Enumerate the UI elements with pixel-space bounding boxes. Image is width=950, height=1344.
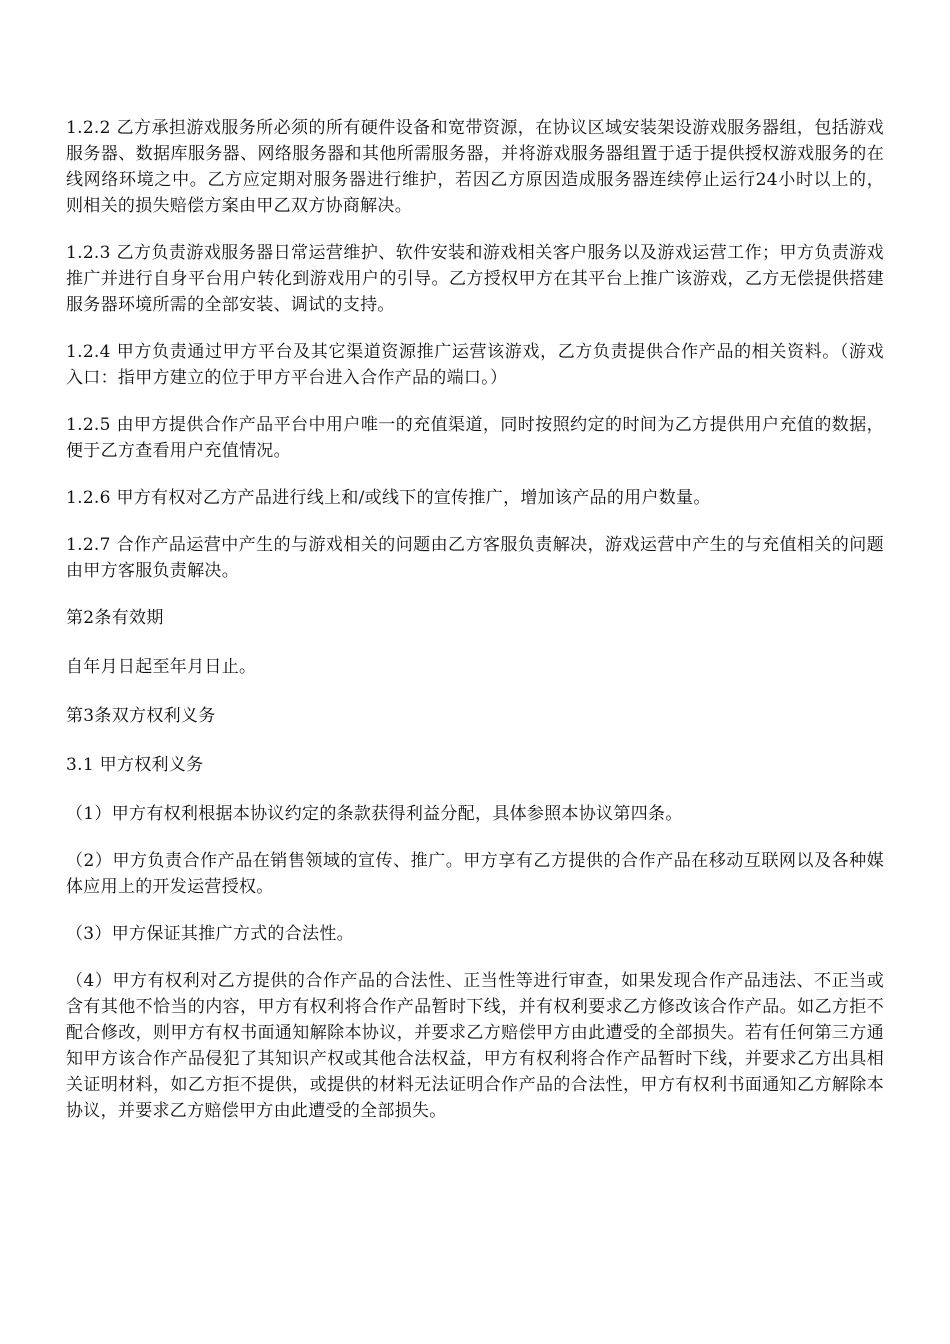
- clause-1-2-5: 1.2.5 由甲方提供合作产品平台中用户唯一的充值渠道，同时按照约定的时间为乙方提供用户充值的数据，便于乙方查看用户充值情况。: [66, 415, 884, 461]
- validity-period-text: 自年月日起至年月日止。: [66, 657, 257, 677]
- article-2-heading: 第2条有效期: [66, 608, 164, 628]
- clause-1-2-4: 1.2.4 甲方负责通过甲方平台及其它渠道资源推广运营该游戏，乙方负责提供合作产品的相关资料。（游戏入口：指甲方建立的位于甲方平台进入合作产品的端口。）: [66, 342, 884, 388]
- clause-1-2-3: 1.2.3 乙方负责游戏服务器日常运营维护、软件安装和游戏相关客户服务以及游戏运营工作；甲方负责游戏推广并进行自身平台用户转化到游戏用户的引导。乙方授权甲方在其平台上推广该游戏，乙方无偿提供搭建服务器环境所需的全部安装、调试的支持。: [66, 243, 884, 315]
- clause-1-2-2: 1.2.2 乙方承担游戏服务所必须的所有硬件设备和宽带资源，在协议区域安装架设游戏服务器组，包括游戏服务器、数据库服务器、网络服务器和其他所需服务器，并将游戏服务器组置于适于提供授权游戏服务的在线网络环境之中。乙方应定期对服务器进行维护，若因乙方原因造成服务器连续停止运行24小时以上的，则相关的损失赔偿方案由甲乙双方协商解决。: [66, 118, 884, 216]
- clause-1-2-6: 1.2.6 甲方有权对乙方产品进行线上和/或线下的宣传推广，增加该产品的用户数量。: [66, 488, 711, 508]
- obligation-item-2: （2）甲方负责合作产品在销售领域的宣传、推广。甲方享有乙方提供的合作产品在移动互联网以及各种媒体应用上的开发运营授权。: [66, 851, 884, 897]
- obligation-item-3: （3）甲方保证其推广方式的合法性。: [66, 924, 354, 944]
- document-body: [66, 115, 884, 1145]
- section-3-1-heading: 3.1 甲方权利义务: [66, 755, 204, 775]
- obligation-item-4: （4）甲方有权利对乙方提供的合作产品的合法性、正当性等进行审查，如果发现合作产品违法、不正当或含有其他不恰当的内容，甲方有权利将合作产品暂时下线，并有权利要求乙方修改该合作产品。如乙方拒不配合修改，则甲方有权书面通知解除本协议，并要求乙方赔偿甲方由此遭受的全部损失。若有任何第三方通知甲方该合作产品侵犯了其知识产权或其他合法权益，甲方有权利将合作产品暂时下线，并要求乙方出具相关证明材料，如乙方拒不提供，或提供的材料无法证明合作产品的合法性，甲方有权利书面通知乙方解除本协议，并要求乙方赔偿甲方由此遭受的全部损失。: [66, 971, 884, 1121]
- article-3-heading: 第3条双方权利义务: [66, 706, 216, 726]
- obligation-item-1: （1）甲方有权利根据本协议约定的条款获得利益分配，具体参照本协议第四条。: [66, 804, 683, 824]
- clause-1-2-7: 1.2.7 合作产品运营中产生的与游戏相关的问题由乙方客服负责解决，游戏运营中产生的与充值相关的问题由甲方客服负责解决。: [66, 535, 884, 581]
